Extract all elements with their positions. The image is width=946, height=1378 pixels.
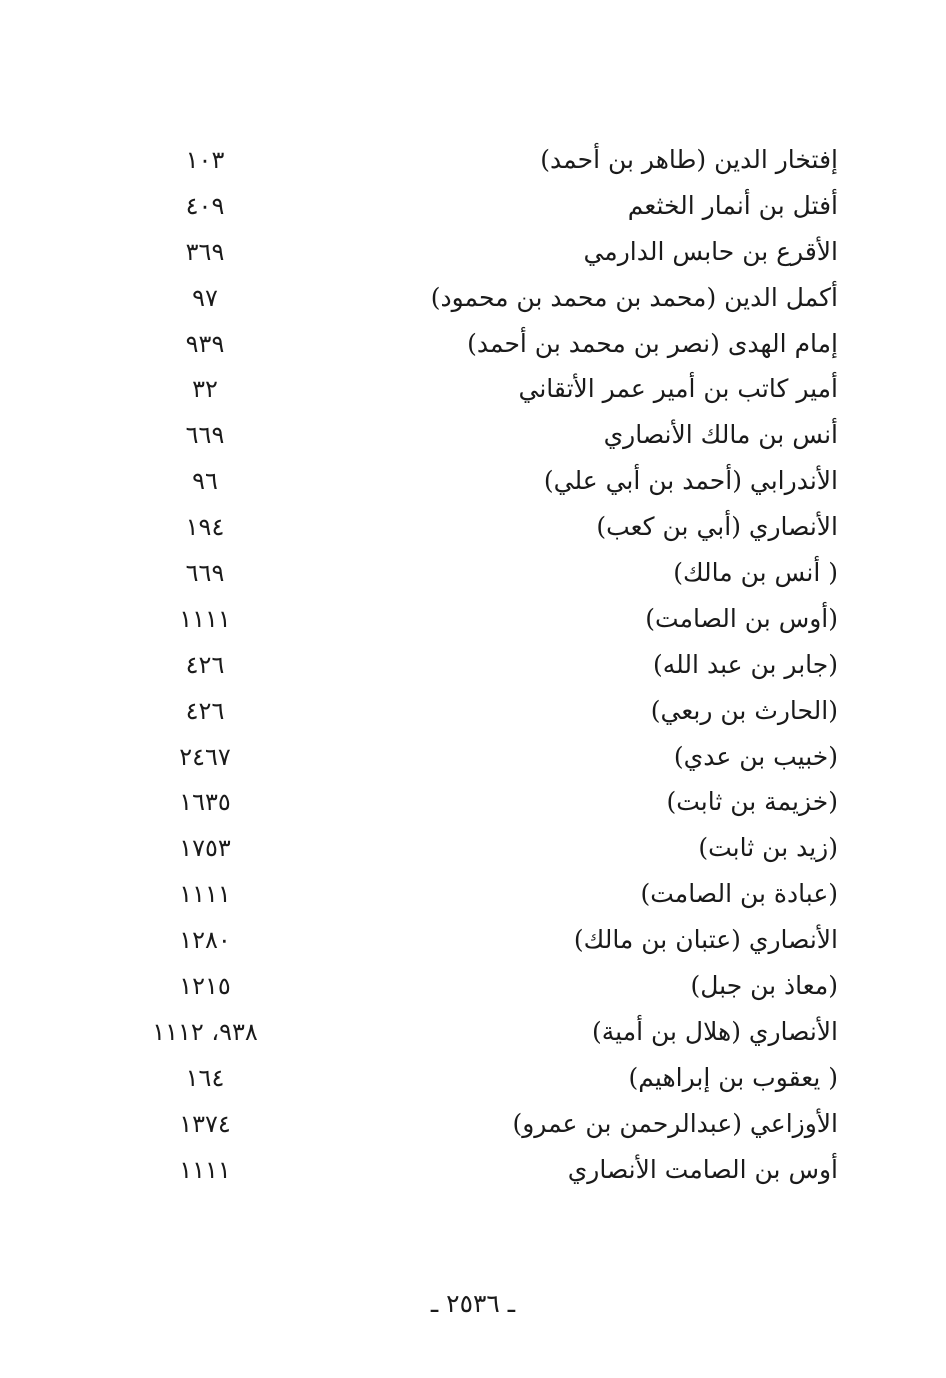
entry-page-number: ٩٣٨، ١١١٢: [152, 1017, 258, 1046]
entry-name: (معاذ بن جبل): [690, 971, 838, 1001]
entry-page-number: ٩٣٩: [185, 329, 225, 358]
entry-name: ( أنس بن مالك): [673, 558, 838, 588]
index-list: [0, 138, 946, 1193]
index-entry: [0, 780, 946, 826]
entry-name: (عبادة بن الصامت): [640, 879, 838, 909]
entry-name: (زيد بن ثابت): [698, 833, 838, 863]
entry-page-number: ١٢٨٠: [179, 926, 231, 955]
entry-name: إفتخار الدين (طاهر بن أحمد): [540, 145, 838, 174]
entry-page-number: ٣٢: [192, 375, 218, 404]
entry-name: (خبيب بن عدي): [673, 741, 838, 771]
index-entry: [0, 735, 946, 781]
index-entry: [0, 1056, 946, 1102]
index-entry: [0, 184, 946, 230]
index-entry: [0, 322, 946, 368]
entry-name: أكمل الدين (محمد بن محمد بن محمود): [430, 282, 838, 312]
index-entry: [0, 459, 946, 505]
entry-page-number: ١٩٤: [185, 513, 225, 542]
index-entry: [0, 918, 946, 964]
entry-name: الأنصاري (أبي بن كعب): [596, 512, 838, 542]
entry-name: أوس بن الصامت الأنصاري: [567, 1154, 838, 1184]
entry-page-number: ٤٢٦: [185, 696, 225, 725]
entry-page-number: ٦٦٩: [185, 559, 225, 588]
entry-name: (خزيمة بن ثابت): [666, 787, 838, 817]
entry-page-number: ١٧٥٣: [179, 834, 231, 863]
entry-name: (جابر بن عبد الله): [653, 649, 838, 679]
index-entry: [0, 826, 946, 872]
entry-name: أفتل بن أنمار الخثعم: [627, 190, 838, 220]
index-entry: [0, 276, 946, 322]
entry-name: أنس بن مالك الأنصاري: [603, 420, 838, 450]
entry-name: ( يعقوب بن إبراهيم): [628, 1062, 838, 1092]
entry-page-number: ٦٦٩: [185, 421, 225, 450]
index-entry: [0, 964, 946, 1010]
index-entry: [0, 689, 946, 735]
entry-page-number: ١٦٤: [185, 1063, 225, 1092]
index-entry: [0, 1010, 946, 1056]
entry-page-number: ٩٧: [192, 283, 218, 312]
entry-name: إمام الهدى (نصر بن محمد بن أحمد): [467, 328, 838, 358]
index-entry: [0, 1148, 946, 1194]
entry-page-number: ٤٢٦: [185, 650, 225, 679]
page-number: ـ ٢٥٣٦ ـ: [430, 1289, 516, 1318]
entry-page-number: ٤٠٩: [185, 191, 225, 220]
entry-name: (أوس بن الصامت): [645, 603, 838, 633]
index-entry: [0, 230, 946, 276]
entry-page-number: ١١١١: [179, 604, 231, 633]
entry-page-number: ١٠٣: [185, 146, 225, 174]
entry-name: الأندرابي (أحمد بن أبي علي): [543, 466, 838, 496]
entry-page-number: ١٣٧٤: [179, 1109, 231, 1138]
index-entry: [0, 551, 946, 597]
entry-name: أمير كاتب بن أمير عمر الأتقاني: [518, 374, 838, 404]
index-entry: [0, 367, 946, 413]
index-entry: [0, 597, 946, 643]
index-entry: [0, 643, 946, 689]
index-entry: [0, 505, 946, 551]
entry-page-number: ١٦٣٥: [179, 788, 231, 817]
entry-name: الأنصاري (عتبان بن مالك): [573, 925, 838, 955]
index-entry: [0, 1102, 946, 1148]
entry-page-number: ١١١١: [179, 1155, 231, 1184]
entry-page-number: ١٢١٥: [179, 972, 231, 1001]
entry-name: الأنصاري (هلال بن أمية): [592, 1016, 838, 1046]
index-entry: [0, 413, 946, 459]
entry-name: الأقرع بن حابس الدارمي: [583, 236, 838, 266]
entry-page-number: ٣٦٩: [185, 237, 225, 266]
entry-name: الأوزاعي (عبدالرحمن بن عمرو): [512, 1108, 838, 1138]
entry-page-number: ١١١١: [179, 880, 231, 909]
entry-name: (الحارث بن ربعي): [650, 695, 838, 725]
entry-page-number: ٢٤٦٧: [179, 742, 231, 771]
index-entry: [0, 138, 946, 184]
index-entry: [0, 872, 946, 918]
entry-page-number: ٩٦: [192, 467, 218, 496]
